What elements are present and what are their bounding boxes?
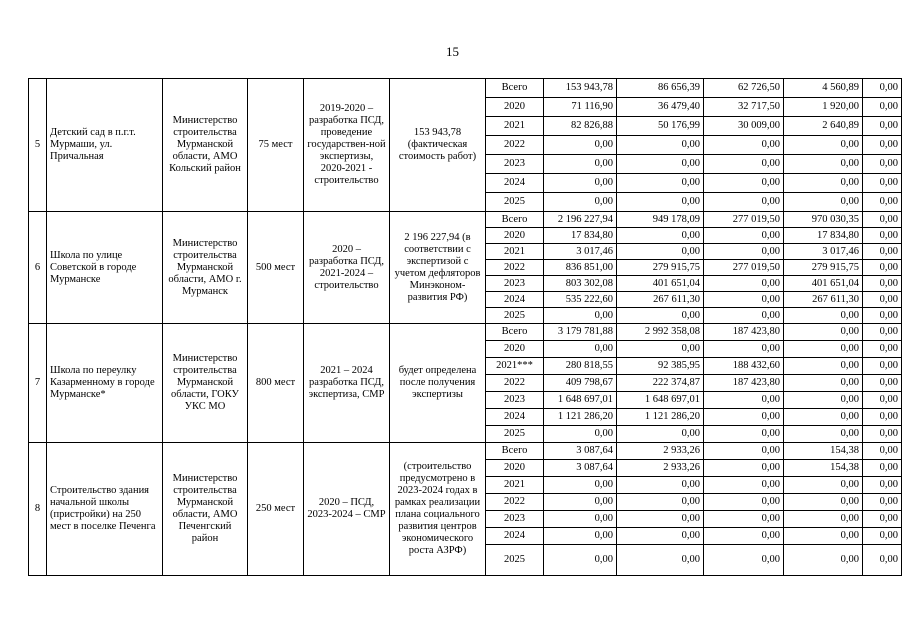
amount-cell: 0,00 — [704, 155, 784, 174]
amount-cell: 154,38 — [784, 460, 863, 477]
amount-cell: 0,00 — [544, 545, 617, 576]
amount-cell: 0,00 — [863, 426, 902, 443]
amount-cell: 0,00 — [863, 545, 902, 576]
year-cell: 2020 — [486, 460, 544, 477]
amount-cell: 4 560,89 — [784, 79, 863, 98]
amount-cell: 0,00 — [863, 276, 902, 292]
year-cell: Всего — [486, 212, 544, 228]
amount-cell: 0,00 — [863, 228, 902, 244]
amount-cell: 30 009,00 — [704, 117, 784, 136]
amount-cell: 0,00 — [863, 443, 902, 460]
year-cell: 2021 — [486, 117, 544, 136]
amount-cell: 0,00 — [617, 155, 704, 174]
cost-cell: 2 196 227,94 (в соответствии с экспертизой с учетом дефляторов Минэконом-развития РФ) — [390, 212, 486, 324]
amount-cell: 535 222,60 — [544, 292, 617, 308]
amount-cell: 0,00 — [784, 494, 863, 511]
amount-cell: 0,00 — [544, 477, 617, 494]
amount-cell: 0,00 — [617, 545, 704, 576]
year-cell: Всего — [486, 443, 544, 460]
object-name: Детский сад в п.г.т. Мурмаши, ул. Причальная — [47, 79, 163, 212]
amount-cell: 0,00 — [784, 477, 863, 494]
year-cell: 2023 — [486, 155, 544, 174]
row-number: 5 — [29, 79, 47, 212]
year-cell: 2024 — [486, 174, 544, 193]
amount-cell: 836 851,00 — [544, 260, 617, 276]
amount-cell: 0,00 — [704, 477, 784, 494]
period-cell: 2020 – разработка ПСД, 2021-2024 – строительство — [304, 212, 390, 324]
amount-cell: 0,00 — [617, 426, 704, 443]
amount-cell: 0,00 — [704, 511, 784, 528]
amount-cell: 1 920,00 — [784, 98, 863, 117]
year-cell: Всего — [486, 324, 544, 341]
amount-cell: 0,00 — [863, 212, 902, 228]
amount-cell: 0,00 — [704, 292, 784, 308]
amount-cell: 2 933,26 — [617, 460, 704, 477]
amount-cell: 0,00 — [704, 276, 784, 292]
amount-cell: 0,00 — [863, 260, 902, 276]
amount-cell: 0,00 — [544, 341, 617, 358]
amount-cell: 0,00 — [863, 174, 902, 193]
amount-cell: 0,00 — [704, 545, 784, 576]
amount-cell: 267 611,30 — [617, 292, 704, 308]
table-row — [29, 79, 902, 98]
amount-cell: 222 374,87 — [617, 375, 704, 392]
period-cell: 2020 – ПСД, 2023-2024 – СМР — [304, 443, 390, 576]
amount-cell: 0,00 — [784, 358, 863, 375]
customer-cell: Министерство строительства Мурманской области, АМО г. Мурманск — [163, 212, 248, 324]
amount-cell: 0,00 — [544, 511, 617, 528]
amount-cell: 0,00 — [617, 228, 704, 244]
table-row — [29, 212, 902, 228]
amount-cell: 86 656,39 — [617, 79, 704, 98]
table-row — [29, 324, 902, 341]
cost-cell: будет определена после получения экспертизы — [390, 324, 486, 443]
amount-cell: 280 818,55 — [544, 358, 617, 375]
amount-cell: 0,00 — [863, 136, 902, 155]
year-cell: 2025 — [486, 545, 544, 576]
capacity-cell: 500 мест — [248, 212, 304, 324]
amount-cell: 0,00 — [863, 244, 902, 260]
amount-cell: 0,00 — [863, 341, 902, 358]
year-cell: 2022 — [486, 494, 544, 511]
amount-cell: 0,00 — [784, 308, 863, 324]
amount-cell: 0,00 — [863, 324, 902, 341]
amount-cell: 2 933,26 — [617, 443, 704, 460]
amount-cell: 0,00 — [704, 174, 784, 193]
year-cell: 2025 — [486, 426, 544, 443]
amount-cell: 0,00 — [544, 174, 617, 193]
amount-cell: 1 648 697,01 — [544, 392, 617, 409]
amount-cell: 0,00 — [704, 460, 784, 477]
page-number: 15 — [446, 44, 459, 59]
amount-cell: 92 385,95 — [617, 358, 704, 375]
amount-cell: 3 017,46 — [784, 244, 863, 260]
amount-cell: 0,00 — [704, 308, 784, 324]
year-cell: 2024 — [486, 292, 544, 308]
amount-cell: 279 915,75 — [617, 260, 704, 276]
period-cell: 2021 – 2024 разработка ПСД, экспертиза, СМР — [304, 324, 390, 443]
year-cell: 2021 — [486, 477, 544, 494]
amount-cell: 0,00 — [863, 409, 902, 426]
amount-cell: 277 019,50 — [704, 212, 784, 228]
amount-cell: 0,00 — [704, 443, 784, 460]
amount-cell: 36 479,40 — [617, 98, 704, 117]
amount-cell: 279 915,75 — [784, 260, 863, 276]
amount-cell: 0,00 — [704, 228, 784, 244]
year-cell: 2024 — [486, 409, 544, 426]
year-cell: 2020 — [486, 228, 544, 244]
amount-cell: 0,00 — [784, 136, 863, 155]
year-cell: 2022 — [486, 375, 544, 392]
object-name: Школа по улице Советской в городе Мурманске — [47, 212, 163, 324]
amount-cell: 803 302,08 — [544, 276, 617, 292]
amount-cell: 0,00 — [863, 375, 902, 392]
amount-cell: 0,00 — [863, 477, 902, 494]
year-cell: 2022 — [486, 136, 544, 155]
amount-cell: 0,00 — [617, 494, 704, 511]
amount-cell: 0,00 — [784, 155, 863, 174]
year-cell: 2020 — [486, 98, 544, 117]
amount-cell: 153 943,78 — [544, 79, 617, 98]
amount-cell: 0,00 — [704, 193, 784, 212]
amount-cell: 2 196 227,94 — [544, 212, 617, 228]
amount-cell: 0,00 — [544, 426, 617, 443]
amount-cell: 0,00 — [544, 528, 617, 545]
amount-cell: 0,00 — [704, 494, 784, 511]
amount-cell: 1 121 286,20 — [617, 409, 704, 426]
amount-cell: 401 651,04 — [784, 276, 863, 292]
year-cell: 2021*** — [486, 358, 544, 375]
amount-cell: 62 726,50 — [704, 79, 784, 98]
cost-cell: (строительство предусмотрено в 2023-2024 годах в рамках реализации плана социального развития центров экономического роста АЗРФ) — [390, 443, 486, 576]
amount-cell: 3 017,46 — [544, 244, 617, 260]
year-cell: 2023 — [486, 511, 544, 528]
amount-cell: 0,00 — [544, 308, 617, 324]
amount-cell: 0,00 — [863, 392, 902, 409]
amount-cell: 0,00 — [704, 341, 784, 358]
amount-cell: 0,00 — [863, 511, 902, 528]
amount-cell: 0,00 — [784, 426, 863, 443]
amount-cell: 0,00 — [784, 375, 863, 392]
amount-cell: 0,00 — [784, 545, 863, 576]
row-number: 8 — [29, 443, 47, 576]
amount-cell: 0,00 — [617, 341, 704, 358]
amount-cell: 970 030,35 — [784, 212, 863, 228]
amount-cell: 0,00 — [784, 193, 863, 212]
amount-cell: 949 178,09 — [617, 212, 704, 228]
capacity-cell: 250 мест — [248, 443, 304, 576]
amount-cell: 0,00 — [617, 477, 704, 494]
amount-cell: 277 019,50 — [704, 260, 784, 276]
customer-cell: Министерство строительства Мурманской области, ГОКУ УКС МО — [163, 324, 248, 443]
amount-cell: 3 087,64 — [544, 443, 617, 460]
amount-cell: 50 176,99 — [617, 117, 704, 136]
amount-cell: 0,00 — [617, 528, 704, 545]
amount-cell: 82 826,88 — [544, 117, 617, 136]
amount-cell: 2 992 358,08 — [617, 324, 704, 341]
year-cell: 2020 — [486, 341, 544, 358]
row-number: 7 — [29, 324, 47, 443]
amount-cell: 3 179 781,88 — [544, 324, 617, 341]
amount-cell: 0,00 — [544, 494, 617, 511]
amount-cell: 0,00 — [863, 308, 902, 324]
amount-cell: 0,00 — [704, 392, 784, 409]
amount-cell: 0,00 — [617, 193, 704, 212]
amount-cell: 267 611,30 — [784, 292, 863, 308]
capacity-cell: 75 мест — [248, 79, 304, 212]
amount-cell: 187 423,80 — [704, 324, 784, 341]
table-row — [29, 443, 902, 460]
amount-cell: 3 087,64 — [544, 460, 617, 477]
amount-cell: 401 651,04 — [617, 276, 704, 292]
amount-cell: 0,00 — [784, 324, 863, 341]
amount-cell: 0,00 — [704, 136, 784, 155]
table-body — [29, 79, 902, 576]
customer-cell: Министерство строительства Мурманской области, АМО Кольский район — [163, 79, 248, 212]
amount-cell: 0,00 — [704, 409, 784, 426]
amount-cell: 0,00 — [863, 494, 902, 511]
amount-cell: 187 423,80 — [704, 375, 784, 392]
amount-cell: 0,00 — [863, 358, 902, 375]
amount-cell: 1 121 286,20 — [544, 409, 617, 426]
amount-cell: 17 834,80 — [544, 228, 617, 244]
year-cell: 2023 — [486, 276, 544, 292]
amount-cell: 0,00 — [617, 244, 704, 260]
amount-cell: 0,00 — [784, 174, 863, 193]
amount-cell: 0,00 — [784, 392, 863, 409]
object-name: Строительство здания начальной школы (пристройки) на 250 мест в поселке Печенга — [47, 443, 163, 576]
year-cell: 2024 — [486, 528, 544, 545]
customer-cell: Министерство строительства Мурманской области, АМО Печенгский район — [163, 443, 248, 576]
year-cell: 2025 — [486, 308, 544, 324]
amount-cell: 0,00 — [617, 308, 704, 324]
amount-cell: 0,00 — [863, 155, 902, 174]
amount-cell: 0,00 — [863, 528, 902, 545]
capacity-cell: 800 мест — [248, 324, 304, 443]
year-cell: Всего — [486, 79, 544, 98]
amount-cell: 0,00 — [784, 341, 863, 358]
amount-cell: 0,00 — [617, 511, 704, 528]
amount-cell: 0,00 — [863, 193, 902, 212]
amount-cell: 0,00 — [863, 292, 902, 308]
row-number: 6 — [29, 212, 47, 324]
amount-cell: 0,00 — [863, 460, 902, 477]
amount-cell: 0,00 — [704, 244, 784, 260]
year-cell: 2025 — [486, 193, 544, 212]
amount-cell: 1 648 697,01 — [617, 392, 704, 409]
year-cell: 2021 — [486, 244, 544, 260]
amount-cell: 0,00 — [704, 426, 784, 443]
cost-cell: 153 943,78 (фактическая стоимость работ) — [390, 79, 486, 212]
amount-cell: 2 640,89 — [784, 117, 863, 136]
amount-cell: 409 798,67 — [544, 375, 617, 392]
amount-cell: 0,00 — [863, 117, 902, 136]
amount-cell: 0,00 — [784, 528, 863, 545]
amount-cell: 0,00 — [784, 409, 863, 426]
period-cell: 2019-2020 – разработка ПСД, проведение государствен-ной экспертизы, 2020-2021 - строительство — [304, 79, 390, 212]
amount-cell: 17 834,80 — [784, 228, 863, 244]
financing-table — [28, 78, 902, 576]
amount-cell: 154,38 — [784, 443, 863, 460]
amount-cell: 188 432,60 — [704, 358, 784, 375]
amount-cell: 0,00 — [617, 136, 704, 155]
amount-cell: 0,00 — [784, 511, 863, 528]
amount-cell: 0,00 — [544, 136, 617, 155]
amount-cell: 0,00 — [617, 174, 704, 193]
year-cell: 2022 — [486, 260, 544, 276]
amount-cell: 0,00 — [863, 98, 902, 117]
amount-cell: 0,00 — [863, 79, 902, 98]
amount-cell: 0,00 — [544, 155, 617, 174]
amount-cell: 71 116,90 — [544, 98, 617, 117]
amount-cell: 0,00 — [544, 193, 617, 212]
amount-cell: 32 717,50 — [704, 98, 784, 117]
year-cell: 2023 — [486, 392, 544, 409]
object-name: Школа по переулку Казарменному в городе Мурманске* — [47, 324, 163, 443]
amount-cell: 0,00 — [704, 528, 784, 545]
